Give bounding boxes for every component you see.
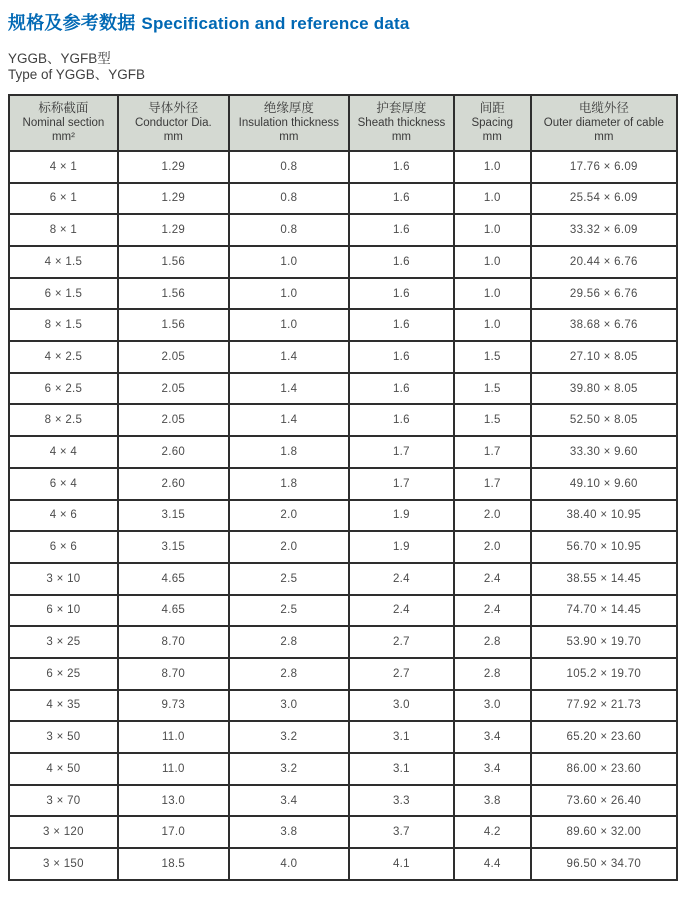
table-row <box>9 468 677 500</box>
cell-insulation-thickness: 0.8 <box>229 214 349 246</box>
cell-nominal-section: 8 × 1.5 <box>9 309 118 341</box>
header-row <box>9 95 677 151</box>
table-row <box>9 531 677 563</box>
cell-conductor-dia: 2.05 <box>118 373 229 405</box>
cell-insulation-thickness: 3.2 <box>229 721 349 753</box>
cell-conductor-dia: 1.29 <box>118 151 229 183</box>
cell-outer-diameter: 20.44 × 6.76 <box>531 246 677 278</box>
header-zh: 导体外径 <box>148 101 199 116</box>
cell-conductor-dia: 3.15 <box>118 500 229 532</box>
cell-sheath-thickness: 1.6 <box>349 246 454 278</box>
cell-conductor-dia: 1.56 <box>118 309 229 341</box>
cell-conductor-dia: 4.65 <box>118 563 229 595</box>
cell-sheath-thickness: 3.0 <box>349 690 454 722</box>
cell-spacing: 2.8 <box>454 658 531 690</box>
cell-insulation-thickness: 1.8 <box>229 468 349 500</box>
cell-outer-diameter: 38.68 × 6.76 <box>531 309 677 341</box>
page-title <box>8 9 678 35</box>
cell-nominal-section: 3 × 120 <box>9 816 118 848</box>
cell-insulation-thickness: 4.0 <box>229 848 349 880</box>
cable-type-line-zh: YGGB、YGFB型 <box>8 51 111 66</box>
cell-conductor-dia: 3.15 <box>118 531 229 563</box>
cell-sheath-thickness: 3.3 <box>349 785 454 817</box>
cell-spacing: 1.7 <box>454 436 531 468</box>
cell-sheath-thickness: 1.9 <box>349 500 454 532</box>
cell-outer-diameter: 77.92 × 21.73 <box>531 690 677 722</box>
cell-conductor-dia: 2.05 <box>118 404 229 436</box>
cell-sheath-thickness: 1.6 <box>349 278 454 310</box>
cell-insulation-thickness: 3.8 <box>229 816 349 848</box>
cell-outer-diameter: 56.70 × 10.95 <box>531 531 677 563</box>
table-row <box>9 151 677 183</box>
cell-nominal-section: 6 × 2.5 <box>9 373 118 405</box>
cell-nominal-section: 4 × 6 <box>9 500 118 532</box>
specification-table <box>8 94 678 881</box>
cell-spacing: 1.0 <box>454 151 531 183</box>
table-row <box>9 785 677 817</box>
cell-insulation-thickness: 3.4 <box>229 785 349 817</box>
header-sheath-thickness <box>349 95 454 151</box>
header-unit: mm <box>391 130 411 143</box>
cell-outer-diameter: 74.70 × 14.45 <box>531 595 677 627</box>
header-spacing <box>454 95 531 151</box>
table-row <box>9 436 677 468</box>
cell-sheath-thickness: 2.4 <box>349 563 454 595</box>
cell-nominal-section: 4 × 35 <box>9 690 118 722</box>
table-row <box>9 183 677 215</box>
table-row <box>9 404 677 436</box>
cell-conductor-dia: 1.56 <box>118 246 229 278</box>
header-conductor-dia <box>118 95 229 151</box>
header-unit: mm <box>163 130 183 143</box>
cell-insulation-thickness: 2.5 <box>229 563 349 595</box>
header-en: Nominal section mm² <box>22 116 105 143</box>
cell-spacing: 3.0 <box>454 690 531 722</box>
cell-conductor-dia: 8.70 <box>118 658 229 690</box>
cell-sheath-thickness: 3.7 <box>349 816 454 848</box>
header-nominal-section <box>9 95 118 151</box>
cell-spacing: 2.0 <box>454 500 531 532</box>
cell-insulation-thickness: 1.0 <box>229 278 349 310</box>
cell-spacing: 1.0 <box>454 214 531 246</box>
header-en: Spacing <box>471 116 514 129</box>
cell-spacing: 3.8 <box>454 785 531 817</box>
cell-spacing: 2.0 <box>454 531 531 563</box>
cell-nominal-section: 3 × 150 <box>9 848 118 880</box>
cell-insulation-thickness: 0.8 <box>229 183 349 215</box>
header-zh: 间距 <box>479 101 505 116</box>
cell-sheath-thickness: 3.1 <box>349 721 454 753</box>
header-zh: 标称截面 <box>38 101 89 116</box>
cell-nominal-section: 3 × 50 <box>9 721 118 753</box>
cell-nominal-section: 8 × 2.5 <box>9 404 118 436</box>
cell-sheath-thickness: 3.1 <box>349 753 454 785</box>
cell-spacing: 1.0 <box>454 183 531 215</box>
cell-spacing: 2.4 <box>454 595 531 627</box>
table-row <box>9 214 677 246</box>
cell-insulation-thickness: 1.0 <box>229 246 349 278</box>
cell-sheath-thickness: 1.6 <box>349 214 454 246</box>
table-row <box>9 563 677 595</box>
cell-insulation-thickness: 2.0 <box>229 500 349 532</box>
table-row <box>9 721 677 753</box>
cell-insulation-thickness: 1.8 <box>229 436 349 468</box>
cell-conductor-dia: 11.0 <box>118 753 229 785</box>
cell-nominal-section: 6 × 6 <box>9 531 118 563</box>
cell-nominal-section: 4 × 2.5 <box>9 341 118 373</box>
cell-nominal-section: 6 × 10 <box>9 595 118 627</box>
cell-outer-diameter: 86.00 × 23.60 <box>531 753 677 785</box>
cell-spacing: 1.5 <box>454 341 531 373</box>
table-row <box>9 500 677 532</box>
cell-outer-diameter: 49.10 × 9.60 <box>531 468 677 500</box>
table-row <box>9 848 677 880</box>
table-body <box>9 151 677 880</box>
cell-insulation-thickness: 3.0 <box>229 690 349 722</box>
table-row <box>9 753 677 785</box>
cell-conductor-dia: 9.73 <box>118 690 229 722</box>
cell-nominal-section: 8 × 1 <box>9 214 118 246</box>
cell-conductor-dia: 2.60 <box>118 436 229 468</box>
table-header <box>9 95 677 151</box>
header-zh: 护套厚度 <box>376 101 427 116</box>
header-en: Insulation thickness <box>238 116 340 129</box>
cell-sheath-thickness: 1.7 <box>349 468 454 500</box>
table-row <box>9 309 677 341</box>
cell-sheath-thickness: 1.6 <box>349 151 454 183</box>
cell-outer-diameter: 27.10 × 8.05 <box>531 341 677 373</box>
table-row <box>9 690 677 722</box>
cell-spacing: 1.5 <box>454 373 531 405</box>
table-row <box>9 658 677 690</box>
cell-spacing: 2.4 <box>454 563 531 595</box>
cell-sheath-thickness: 2.4 <box>349 595 454 627</box>
cell-sheath-thickness: 1.6 <box>349 309 454 341</box>
cell-outer-diameter: 38.55 × 14.45 <box>531 563 677 595</box>
cell-conductor-dia: 2.05 <box>118 341 229 373</box>
cell-sheath-thickness: 1.9 <box>349 531 454 563</box>
cell-insulation-thickness: 1.4 <box>229 373 349 405</box>
cell-sheath-thickness: 4.1 <box>349 848 454 880</box>
cell-sheath-thickness: 2.7 <box>349 626 454 658</box>
cell-nominal-section: 3 × 25 <box>9 626 118 658</box>
cell-conductor-dia: 18.5 <box>118 848 229 880</box>
cell-sheath-thickness: 1.6 <box>349 341 454 373</box>
cell-spacing: 3.4 <box>454 721 531 753</box>
page-title-en: Specification and reference data <box>141 14 410 33</box>
cell-nominal-section: 4 × 4 <box>9 436 118 468</box>
header-en: Outer diameter of cable <box>543 116 664 129</box>
cell-spacing: 3.4 <box>454 753 531 785</box>
header-zh: 电缆外径 <box>578 101 629 116</box>
cell-nominal-section: 6 × 4 <box>9 468 118 500</box>
document-header <box>8 9 678 84</box>
header-en: Conductor Dia. <box>134 116 212 129</box>
cell-conductor-dia: 8.70 <box>118 626 229 658</box>
cell-conductor-dia: 11.0 <box>118 721 229 753</box>
table-row <box>9 595 677 627</box>
cell-insulation-thickness: 2.8 <box>229 626 349 658</box>
header-unit: mm <box>594 130 614 143</box>
header-zh: 绝缘厚度 <box>263 101 314 116</box>
table-row <box>9 246 677 278</box>
cell-sheath-thickness: 2.7 <box>349 658 454 690</box>
cell-spacing: 1.0 <box>454 246 531 278</box>
cell-conductor-dia: 2.60 <box>118 468 229 500</box>
header-outer-diameter <box>531 95 677 151</box>
cell-outer-diameter: 39.80 × 8.05 <box>531 373 677 405</box>
cell-sheath-thickness: 1.6 <box>349 373 454 405</box>
cell-spacing: 4.4 <box>454 848 531 880</box>
cell-spacing: 1.0 <box>454 309 531 341</box>
cell-outer-diameter: 17.76 × 6.09 <box>531 151 677 183</box>
cell-outer-diameter: 89.60 × 32.00 <box>531 816 677 848</box>
cell-nominal-section: 6 × 1 <box>9 183 118 215</box>
header-unit: mm <box>482 130 502 143</box>
cell-insulation-thickness: 3.2 <box>229 753 349 785</box>
cell-insulation-thickness: 2.0 <box>229 531 349 563</box>
cell-conductor-dia: 4.65 <box>118 595 229 627</box>
cell-outer-diameter: 38.40 × 10.95 <box>531 500 677 532</box>
page-title-zh: 规格及参考数据 <box>8 13 136 33</box>
cable-type-subtitle <box>8 51 678 84</box>
cell-insulation-thickness: 1.4 <box>229 404 349 436</box>
cell-spacing: 4.2 <box>454 816 531 848</box>
header-en: Sheath thickness <box>357 116 446 129</box>
cell-sheath-thickness: 1.6 <box>349 183 454 215</box>
cell-insulation-thickness: 1.4 <box>229 341 349 373</box>
cell-spacing: 1.7 <box>454 468 531 500</box>
cell-spacing: 1.5 <box>454 404 531 436</box>
table-row <box>9 278 677 310</box>
cell-nominal-section: 3 × 70 <box>9 785 118 817</box>
cell-sheath-thickness: 1.7 <box>349 436 454 468</box>
header-unit: mm <box>279 130 299 143</box>
cell-nominal-section: 4 × 1.5 <box>9 246 118 278</box>
table-row <box>9 626 677 658</box>
cell-sheath-thickness: 1.6 <box>349 404 454 436</box>
cell-insulation-thickness: 0.8 <box>229 151 349 183</box>
cell-insulation-thickness: 2.8 <box>229 658 349 690</box>
cell-outer-diameter: 25.54 × 6.09 <box>531 183 677 215</box>
cell-nominal-section: 4 × 50 <box>9 753 118 785</box>
cell-spacing: 2.8 <box>454 626 531 658</box>
cell-outer-diameter: 52.50 × 8.05 <box>531 404 677 436</box>
cell-outer-diameter: 96.50 × 34.70 <box>531 848 677 880</box>
table-row <box>9 341 677 373</box>
cell-conductor-dia: 1.29 <box>118 183 229 215</box>
cable-type-line-en: Type of YGGB、YGFB <box>8 67 146 83</box>
cell-nominal-section: 6 × 1.5 <box>9 278 118 310</box>
cell-nominal-section: 6 × 25 <box>9 658 118 690</box>
cell-outer-diameter: 29.56 × 6.76 <box>531 278 677 310</box>
cell-outer-diameter: 105.2 × 19.70 <box>531 658 677 690</box>
cell-outer-diameter: 33.30 × 9.60 <box>531 436 677 468</box>
table-row <box>9 373 677 405</box>
cell-outer-diameter: 33.32 × 6.09 <box>531 214 677 246</box>
cell-outer-diameter: 65.20 × 23.60 <box>531 721 677 753</box>
cell-conductor-dia: 17.0 <box>118 816 229 848</box>
cell-conductor-dia: 13.0 <box>118 785 229 817</box>
cell-nominal-section: 4 × 1 <box>9 151 118 183</box>
cell-insulation-thickness: 1.0 <box>229 309 349 341</box>
cell-outer-diameter: 73.60 × 26.40 <box>531 785 677 817</box>
header-insulation-thickness <box>229 95 349 151</box>
cell-spacing: 1.0 <box>454 278 531 310</box>
cell-outer-diameter: 53.90 × 19.70 <box>531 626 677 658</box>
cell-nominal-section: 3 × 10 <box>9 563 118 595</box>
cell-insulation-thickness: 2.5 <box>229 595 349 627</box>
table-row <box>9 816 677 848</box>
cell-conductor-dia: 1.29 <box>118 214 229 246</box>
cell-conductor-dia: 1.56 <box>118 278 229 310</box>
